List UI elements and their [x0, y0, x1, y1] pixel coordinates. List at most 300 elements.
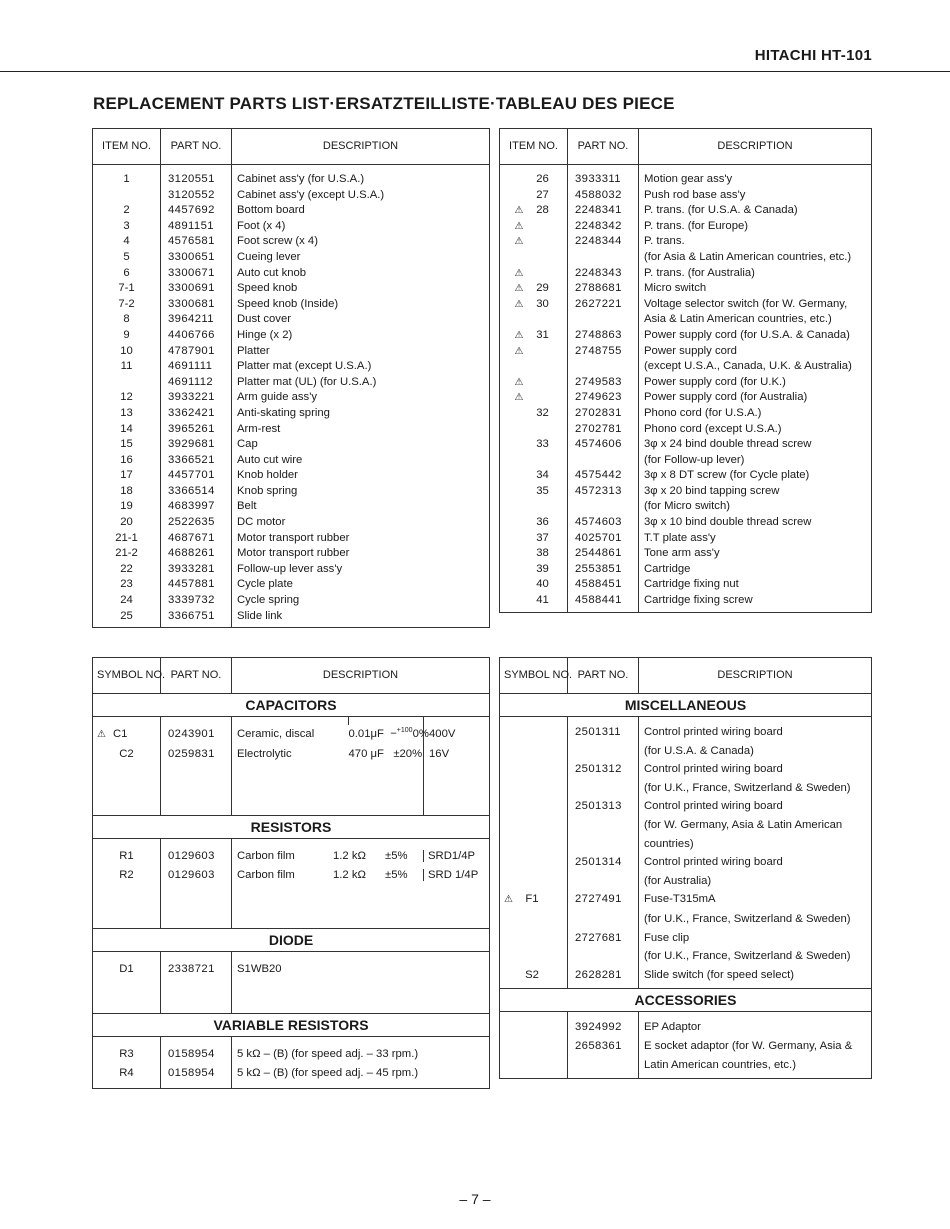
page-title: REPLACEMENT PARTS LIST·ERSATZTEILLISTE·TABLEAU DES PIECE	[93, 94, 675, 113]
parts-table-left	[92, 128, 490, 628]
table-row	[93, 609, 490, 628]
page-number: – 7 –	[459, 1191, 491, 1207]
description-cell: 3φ x 8 DT screw (for Cycle plate)	[639, 468, 872, 484]
item-no-cell: 15	[93, 437, 161, 453]
description-cell: Motion gear ass'y	[639, 165, 872, 188]
description-cell: Slide switch (for speed select)	[639, 966, 872, 985]
table-row	[500, 779, 872, 798]
symbol-cell	[500, 797, 568, 816]
description-cell: Bottom board	[232, 203, 490, 219]
part-no-cell: 3300651	[161, 250, 232, 266]
table-row	[500, 219, 872, 235]
symbol-cell	[500, 929, 568, 948]
table-row	[500, 593, 872, 612]
table-row	[93, 250, 490, 266]
item-no-cell	[500, 359, 568, 375]
warning-icon: ⚠	[514, 392, 524, 404]
part-no-cell: 3300681	[161, 297, 232, 313]
table-row	[500, 281, 872, 297]
item-no-cell	[500, 344, 568, 360]
section-variable-resistors: VARIABLE RESISTORS	[93, 1013, 490, 1036]
item-no-cell: 13	[93, 406, 161, 422]
warning-icon: ⚠	[504, 894, 513, 906]
item-no-cell	[500, 250, 568, 266]
part-no-cell: 2748863	[568, 328, 639, 344]
part-no-cell: 2749583	[568, 375, 639, 391]
description-cell: (for Micro switch)	[639, 499, 872, 515]
table-row	[500, 203, 872, 219]
item-no-cell: ⚠ 28	[500, 203, 568, 219]
description-cell: P. trans.	[639, 234, 872, 250]
table-row	[500, 1056, 872, 1075]
item-no-cell: 40	[500, 577, 568, 593]
description-cell: 3φ x 20 bind tapping screw	[639, 484, 872, 500]
part-no-cell	[568, 499, 639, 515]
item-no-cell: 38	[500, 546, 568, 562]
part-no-cell: 3929681	[161, 437, 232, 453]
table-row	[93, 546, 490, 562]
description-cell: Power supply cord	[639, 344, 872, 360]
table-row	[500, 1037, 872, 1056]
table-row	[500, 853, 872, 872]
part-no-header: PART NO.	[568, 129, 639, 165]
type-cell: Ceramic, discal	[232, 725, 349, 745]
part-no-cell: 2501312	[568, 760, 639, 779]
description-cell: Cartridge	[639, 562, 872, 578]
description-cell: P. trans. (for Europe)	[639, 219, 872, 235]
part-no-cell: 2658361	[568, 1037, 639, 1056]
table-row	[93, 406, 490, 422]
description-cell: Speed knob (Inside)	[232, 297, 490, 313]
value-cell: 470 μF ±20%	[349, 745, 424, 764]
description-cell: Control printed wiring board	[639, 853, 872, 872]
symbol-cell	[500, 910, 568, 929]
table-row	[500, 546, 872, 562]
description-cell: (for Asia & Latin American countries, etc.)	[639, 250, 872, 266]
symbol-cell: R1	[93, 847, 161, 866]
table-row	[93, 468, 490, 484]
part-no-cell: 4688261	[161, 546, 232, 562]
description-cell: 3φ x 10 bind double thread screw	[639, 515, 872, 531]
item-no-cell: 33	[500, 437, 568, 453]
item-no-cell: 19	[93, 499, 161, 515]
section-diode: DIODE	[93, 929, 490, 952]
item-no-cell: 23	[93, 577, 161, 593]
part-no-cell: 2248341	[568, 203, 639, 219]
table-row	[500, 760, 872, 779]
item-no-cell: 25	[93, 609, 161, 628]
table-row	[500, 890, 872, 910]
part-no-cell: 4574606	[568, 437, 639, 453]
part-no-cell: 4576581	[161, 234, 232, 250]
description-cell: Hinge (x 2)	[232, 328, 490, 344]
table-row	[93, 165, 490, 188]
part-no-cell: 3933281	[161, 562, 232, 578]
table-row	[500, 453, 872, 469]
item-no-cell: 20	[93, 515, 161, 531]
symbol-cell: S2	[500, 966, 568, 985]
table-row	[93, 234, 490, 250]
item-no-cell	[500, 422, 568, 438]
section-capacitors: CAPACITORS	[93, 694, 490, 717]
part-no-cell	[568, 250, 639, 266]
item-no-cell: 21-2	[93, 546, 161, 562]
part-no-cell: 4787901	[161, 344, 232, 360]
symbol-cell	[500, 872, 568, 891]
description-cell: Control printed wiring board	[639, 760, 872, 779]
table-row	[500, 188, 872, 204]
item-no-cell: 27	[500, 188, 568, 204]
item-no-cell	[500, 453, 568, 469]
symbol-no-header: SYMBOL NO.	[93, 658, 161, 694]
description-cell: Power supply cord (for U.S.A. & Canada)	[639, 328, 872, 344]
part-no-cell: 4406766	[161, 328, 232, 344]
item-no-cell: 11	[93, 359, 161, 375]
part-no-cell	[568, 453, 639, 469]
part-no-cell: 3933311	[568, 165, 639, 188]
part-no-cell: 2627221	[568, 297, 639, 313]
part-no-cell: 3339732	[161, 593, 232, 609]
item-no-cell: 9	[93, 328, 161, 344]
description-cell: Carbon film 1.2 kΩ ±5% SRD1/4P	[232, 847, 490, 866]
symbol-cell: C2	[93, 745, 161, 764]
description-cell: (for Follow-up lever)	[639, 453, 872, 469]
part-no-cell: 4683997	[161, 499, 232, 515]
description-cell: DC motor	[232, 515, 490, 531]
warning-icon: ⚠	[514, 376, 524, 388]
description-cell: Phono cord (except U.S.A.)	[639, 422, 872, 438]
symbol-cell	[500, 1037, 568, 1056]
description-cell: Cabinet ass'y (for U.S.A.)	[232, 165, 490, 188]
item-no-cell	[500, 375, 568, 391]
electrical-parts-table	[92, 657, 490, 1089]
item-no-header: ITEM NO.	[500, 129, 568, 165]
part-no-cell: 3300671	[161, 266, 232, 282]
item-no-cell: ⚠ 29	[500, 281, 568, 297]
part-no-cell: 3362421	[161, 406, 232, 422]
part-no-cell: 2749623	[568, 390, 639, 406]
table-row	[500, 328, 872, 344]
part-no-cell	[568, 872, 639, 891]
symbol-cell	[500, 742, 568, 761]
warning-icon: ⚠	[514, 329, 524, 341]
item-no-cell: 12	[93, 390, 161, 406]
description-cell: Motor transport rubber	[232, 546, 490, 562]
item-no-cell: 1	[93, 165, 161, 188]
part-no-cell: 4588451	[568, 577, 639, 593]
part-no-cell	[568, 816, 639, 835]
description-header: DESCRIPTION	[639, 129, 872, 165]
description-cell: P. trans. (for Australia)	[639, 266, 872, 282]
part-no-cell: 3120551	[161, 165, 232, 188]
section-accessories: ACCESSORIES	[500, 989, 872, 1012]
description-cell: Foot (x 4)	[232, 219, 490, 235]
part-no-header: PART NO.	[161, 129, 232, 165]
description-cell: 3φ x 24 bind double thread screw	[639, 437, 872, 453]
table-row	[500, 484, 872, 500]
description-cell: Auto cut knob	[232, 266, 490, 282]
part-no-cell: 4687671	[161, 531, 232, 547]
table-row	[93, 531, 490, 547]
table-row	[93, 577, 490, 593]
part-no-cell: 2544861	[568, 546, 639, 562]
item-no-cell: 4	[93, 234, 161, 250]
part-no-cell: 0259831	[161, 745, 232, 764]
symbol-cell: R2	[93, 866, 161, 885]
description-cell: (for U.K., France, Switzerland & Sweden)	[639, 779, 872, 798]
description-cell: Carbon film 1.2 kΩ ±5% SRD 1/4P	[232, 866, 490, 885]
part-no-cell: 4891151	[161, 219, 232, 235]
description-cell: 5 kΩ – (B) (for speed adj. – 45 rpm.)	[232, 1064, 490, 1083]
description-cell: Platter	[232, 344, 490, 360]
warning-icon: ⚠	[514, 283, 524, 295]
part-no-cell: 2338721	[161, 960, 232, 979]
warning-icon: ⚠	[514, 267, 524, 279]
table-row	[93, 453, 490, 469]
part-no-cell: 4457692	[161, 203, 232, 219]
part-no-cell: 2522635	[161, 515, 232, 531]
description-cell: (for U.K., France, Switzerland & Sweden)	[639, 910, 872, 929]
description-cell: Platter mat (except U.S.A.)	[232, 359, 490, 375]
item-no-cell: ⚠ 31	[500, 328, 568, 344]
part-no-cell	[568, 359, 639, 375]
symbol-cell: D1	[93, 960, 161, 979]
description-cell: Fuse-T315mA	[639, 890, 872, 910]
description-cell: Phono cord (for U.S.A.)	[639, 406, 872, 422]
symbol-cell	[500, 760, 568, 779]
part-no-cell: 2248344	[568, 234, 639, 250]
part-no-cell: 3933221	[161, 390, 232, 406]
part-no-cell	[568, 947, 639, 966]
item-no-cell: 39	[500, 562, 568, 578]
part-no-cell: 2788681	[568, 281, 639, 297]
item-no-cell: 24	[93, 593, 161, 609]
table-row	[500, 406, 872, 422]
table-row	[93, 266, 490, 282]
description-cell: Micro switch	[639, 281, 872, 297]
description-cell: Cycle plate	[232, 577, 490, 593]
item-no-cell	[500, 219, 568, 235]
description-cell: Tone arm ass'y	[639, 546, 872, 562]
voltage-cell: 16V	[424, 745, 490, 764]
part-no-cell: 0129603	[161, 847, 232, 866]
table-row	[500, 966, 872, 985]
table-row	[500, 910, 872, 929]
item-no-cell	[500, 234, 568, 250]
warning-icon: ⚠	[97, 729, 106, 740]
part-no-cell: 4575442	[568, 468, 639, 484]
item-no-cell: 8	[93, 312, 161, 328]
description-cell: Cycle spring	[232, 593, 490, 609]
symbol-cell: R4	[93, 1064, 161, 1083]
table-row	[500, 422, 872, 438]
symbol-cell	[500, 816, 568, 835]
description-cell: Voltage selector switch (for W. Germany,	[639, 297, 872, 313]
part-no-cell: 2727681	[568, 929, 639, 948]
table-row	[93, 515, 490, 531]
part-no-cell: 4457701	[161, 468, 232, 484]
item-no-cell: 26	[500, 165, 568, 188]
symbol-no-header: SYMBOL NO.	[500, 658, 568, 694]
part-no-cell: 3965261	[161, 422, 232, 438]
description-cell: Latin American countries, etc.)	[639, 1056, 872, 1075]
item-no-cell	[93, 375, 161, 391]
table-row	[500, 742, 872, 761]
symbol-cell: R3	[93, 1045, 161, 1064]
description-cell: (for U.S.A. & Canada)	[639, 742, 872, 761]
part-no-cell	[568, 742, 639, 761]
part-no-cell: 2702781	[568, 422, 639, 438]
description-cell: EP Adaptor	[639, 1018, 872, 1037]
description-cell: Motor transport rubber	[232, 531, 490, 547]
warning-icon: ⚠	[514, 205, 524, 217]
item-no-cell	[500, 266, 568, 282]
part-no-cell: 4025701	[568, 531, 639, 547]
description-cell: Control printed wiring board	[639, 797, 872, 816]
description-cell: Speed knob	[232, 281, 490, 297]
symbol-cell	[500, 853, 568, 872]
part-no-cell: 3366514	[161, 484, 232, 500]
table-row	[93, 375, 490, 391]
table-row	[500, 390, 872, 406]
part-no-cell: 0129603	[161, 866, 232, 885]
description-cell: Push rod base ass'y	[639, 188, 872, 204]
table-row	[93, 422, 490, 438]
section-resistors: RESISTORS	[93, 816, 490, 839]
table-row	[500, 562, 872, 578]
type-cell: Electrolytic	[232, 745, 349, 764]
table-row	[93, 328, 490, 344]
item-no-cell: 36	[500, 515, 568, 531]
part-no-cell: 2553851	[568, 562, 639, 578]
description-cell: Slide link	[232, 609, 490, 628]
item-no-cell: 22	[93, 562, 161, 578]
item-no-cell	[500, 390, 568, 406]
part-no-cell: 4457881	[161, 577, 232, 593]
table-row	[93, 499, 490, 515]
symbol-cell	[500, 835, 568, 854]
table-row	[500, 437, 872, 453]
description-cell: (except U.S.A., Canada, U.K. & Australia)	[639, 359, 872, 375]
table-row	[500, 531, 872, 547]
item-no-cell: 6	[93, 266, 161, 282]
table-row	[500, 723, 872, 742]
warning-icon: ⚠	[514, 220, 524, 232]
description-header: DESCRIPTION	[639, 658, 872, 694]
item-no-cell: 21-1	[93, 531, 161, 547]
symbol-cell	[500, 947, 568, 966]
item-no-header: ITEM NO.	[93, 129, 161, 165]
table-row	[500, 835, 872, 854]
table-row	[93, 866, 490, 885]
description-cell: Cartridge fixing screw	[639, 593, 872, 612]
item-no-cell: 37	[500, 531, 568, 547]
item-no-cell	[500, 312, 568, 328]
parts-table-right	[499, 128, 872, 613]
part-no-cell: 3964211	[161, 312, 232, 328]
description-cell: Anti-skating spring	[232, 406, 490, 422]
part-no-cell: 4574603	[568, 515, 639, 531]
part-no-cell: 2748755	[568, 344, 639, 360]
description-cell: Cap	[232, 437, 490, 453]
description-cell: Dust cover	[232, 312, 490, 328]
part-no-cell: 2248342	[568, 219, 639, 235]
description-cell: (for U.K., France, Switzerland & Sweden)	[639, 947, 872, 966]
table-row	[500, 165, 872, 188]
table-row	[500, 872, 872, 891]
description-cell: Cabinet ass'y (except U.S.A.)	[232, 188, 490, 204]
warning-icon: ⚠	[514, 345, 524, 357]
table-row	[500, 947, 872, 966]
table-row	[500, 929, 872, 948]
description-cell: Auto cut wire	[232, 453, 490, 469]
table-row	[93, 281, 490, 297]
description-cell: Cueing lever	[232, 250, 490, 266]
item-no-cell: 41	[500, 593, 568, 612]
table-row	[500, 577, 872, 593]
section-miscellaneous: MISCELLANEOUS	[500, 694, 872, 717]
description-cell: Platter mat (UL) (for U.S.A.)	[232, 375, 490, 391]
table-row	[93, 312, 490, 328]
table-row	[500, 468, 872, 484]
table-row	[93, 1045, 490, 1064]
voltage-cell: 400V	[424, 725, 490, 745]
table-row	[93, 219, 490, 235]
warning-icon: ⚠	[514, 298, 524, 310]
table-row	[500, 359, 872, 375]
table-row	[500, 344, 872, 360]
description-cell: Power supply cord (for U.K.)	[639, 375, 872, 391]
part-no-cell: 0158954	[161, 1064, 232, 1083]
item-no-cell: ⚠ 30	[500, 297, 568, 313]
part-no-cell: 3300691	[161, 281, 232, 297]
part-no-cell: 0158954	[161, 1045, 232, 1064]
table-row	[93, 359, 490, 375]
table-row	[93, 437, 490, 453]
item-no-cell: 7-1	[93, 281, 161, 297]
warning-icon: ⚠	[514, 236, 524, 248]
table-row	[93, 725, 490, 745]
part-no-cell	[568, 1056, 639, 1075]
symbol-cell	[500, 723, 568, 742]
table-row	[500, 375, 872, 391]
part-no-cell: 3924992	[568, 1018, 639, 1037]
table-row	[93, 390, 490, 406]
description-cell: Knob spring	[232, 484, 490, 500]
description-cell: Belt	[232, 499, 490, 515]
item-no-cell	[93, 188, 161, 204]
description-cell: Power supply cord (for Australia)	[639, 390, 872, 406]
item-no-cell: 14	[93, 422, 161, 438]
part-no-cell: 4588032	[568, 188, 639, 204]
part-no-cell: 2248343	[568, 266, 639, 282]
table-row	[500, 234, 872, 250]
item-no-cell: 10	[93, 344, 161, 360]
item-no-cell: 3	[93, 219, 161, 235]
part-no-cell: 3120552	[161, 188, 232, 204]
description-cell: 5 kΩ – (B) (for speed adj. – 33 rpm.)	[232, 1045, 490, 1064]
part-no-cell: 4572313	[568, 484, 639, 500]
symbol-cell: ⚠ C1	[93, 725, 161, 745]
description-cell: (for W. Germany, Asia & Latin American	[639, 816, 872, 835]
part-no-cell	[568, 910, 639, 929]
table-row	[93, 188, 490, 204]
item-no-cell	[500, 499, 568, 515]
description-cell: Arm-rest	[232, 422, 490, 438]
table-row	[500, 312, 872, 328]
part-no-header: PART NO.	[568, 658, 639, 694]
part-no-cell	[568, 312, 639, 328]
